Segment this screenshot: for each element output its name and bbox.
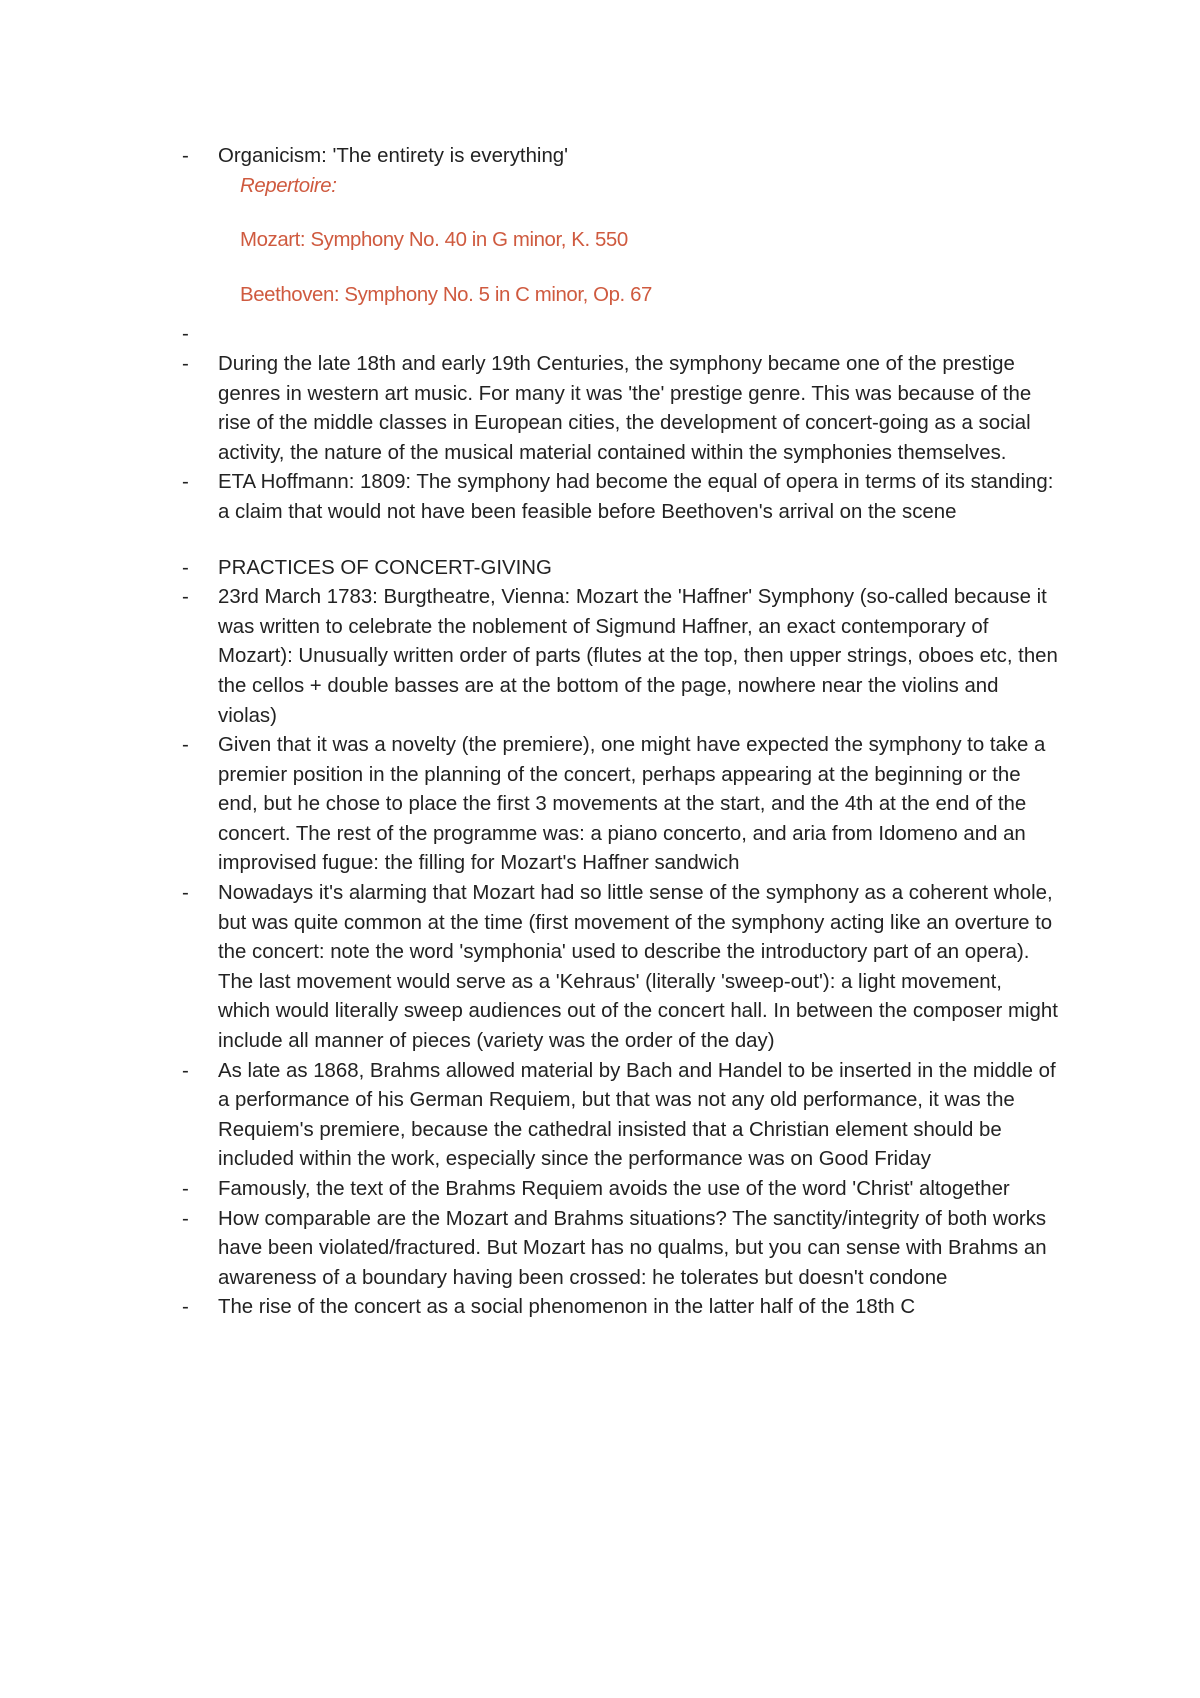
bullet-text: Nowadays it's alarming that Mozart had so little sense of the symphony as a coherent whole, but was quite common at the time (first movement of the symphony acting like an overture to the concert: note the word 'symphonia' used to describe the introductory part of an opera). The last movement would serve as a 'Kehraus' (literally 'sweep-out'): a light movement, which would literally sweep audiences out of the concert hall. In between the composer might include all manner of pieces (variety was the order of the day) [218, 882, 1058, 1053]
bullet-text: Famously, the text of the Brahms Requiem avoids the use of the word 'Christ' altogether [218, 1178, 1010, 1200]
bullet-dash: - [182, 1207, 189, 1230]
bullet-text: Organicism: 'The entirety is everything' [218, 145, 569, 167]
bullet-text: During the late 18th and early 19th Centuries, the symphony became one of the prestige genres in western art music. For many it was 'the' prestige genre. This was because of the rise of the middle classes in European cities, the development of concert-going as a social activity, the nature of the musical material contained within the symphonies themselves. [218, 352, 1032, 464]
bullet-text [218, 323, 224, 345]
bullet-dash: - [182, 1059, 189, 1082]
document-body [0, 142, 1200, 1323]
bullet-text: How comparable are the Mozart and Brahms situations? The sanctity/integrity of both works have been violated/fractured. But Mozart has no qualms, but you can sense with Brahms an awareness of a boundary having been crossed: he tolerates but doesn't condone [218, 1207, 1047, 1289]
bullet-list-b [0, 554, 1200, 1323]
repertoire-work: Beethoven: Symphony No. 5 in C minor, Op. 67 [240, 283, 652, 306]
bullet-dash: - [182, 1178, 189, 1200]
spacer [0, 201, 1200, 226]
bullet-item [0, 1175, 1058, 1205]
bullet-dash: - [182, 586, 189, 609]
bullet-item [0, 468, 1058, 527]
repertoire-heading: Repertoire: [240, 174, 337, 197]
bullet-item [0, 350, 1058, 468]
bullet-item [0, 1293, 1058, 1323]
bullet-dash: - [182, 323, 189, 346]
bullet-item [0, 1205, 1058, 1294]
spacer [0, 310, 1200, 320]
bullet-list-a [0, 350, 1200, 528]
bullet-text: Given that it was a novelty (the premiere), one might have expected the symphony to take a premier position in the planning of the concert, perhaps appearing at the beginning or the end, but he chose to place the first 3 movements at the start, and the 4th at the end of the concert. The rest of the programme was: a piano concerto, and aria from Idomeno and an improvised fugue: the filling for Mozart's Haffner sandwich [218, 734, 1046, 875]
bullet-item [0, 731, 1058, 879]
bullet-text: The rise of the concert as a social phenomenon in the latter half of the 18th C [218, 1296, 916, 1319]
bullet-dash: - [182, 1296, 189, 1319]
bullet-text: ETA Hoffmann: 1809: The symphony had become the equal of opera in terms of its standing: a claim that would not have been feasible before Beethoven's arrival on the scene [218, 471, 1054, 523]
bullet-text: 23rd March 1783: Burgtheatre, Vienna: Mozart the 'Haffner' Symphony (so-called because it was written to celebrate the noblement of Sigmund Haffner, an exact contemporary of Mozart): Unusually written order of parts (flutes at the top, then upper strings, oboes etc, then the cellos + double basses are at the bottom of the page, nowhere near the violins and violas) [218, 586, 1058, 727]
bullet-section-heading [0, 554, 1058, 584]
bullet-empty [0, 320, 1058, 350]
bullet-dash: - [182, 556, 189, 579]
bullet-dash: - [182, 734, 189, 757]
repertoire-work: Mozart: Symphony No. 40 in G minor, K. 550 [240, 229, 628, 252]
bullet-dash: - [182, 471, 189, 494]
bullet-item [0, 879, 1058, 1057]
bullet-text: PRACTICES OF CONCERT-GIVING [218, 556, 552, 579]
bullet-dash: - [182, 145, 189, 167]
bullet-text: As late as 1868, Brahms allowed material by Bach and Handel to be inserted in the middle of a performance of his German Requiem, but that was not any old performance, it was the Requiem's premiere, because the cathedral insisted that a Christian element should be included within the work, especially since the performance was on Good Friday [218, 1059, 1056, 1171]
bullet-dash: - [182, 882, 189, 905]
bullet-item [0, 1057, 1058, 1175]
spacer [0, 256, 1200, 281]
spacer [0, 528, 1200, 554]
bullet-organicism [0, 142, 1058, 172]
bullet-dash: - [182, 352, 189, 375]
bullet-item [0, 583, 1058, 731]
